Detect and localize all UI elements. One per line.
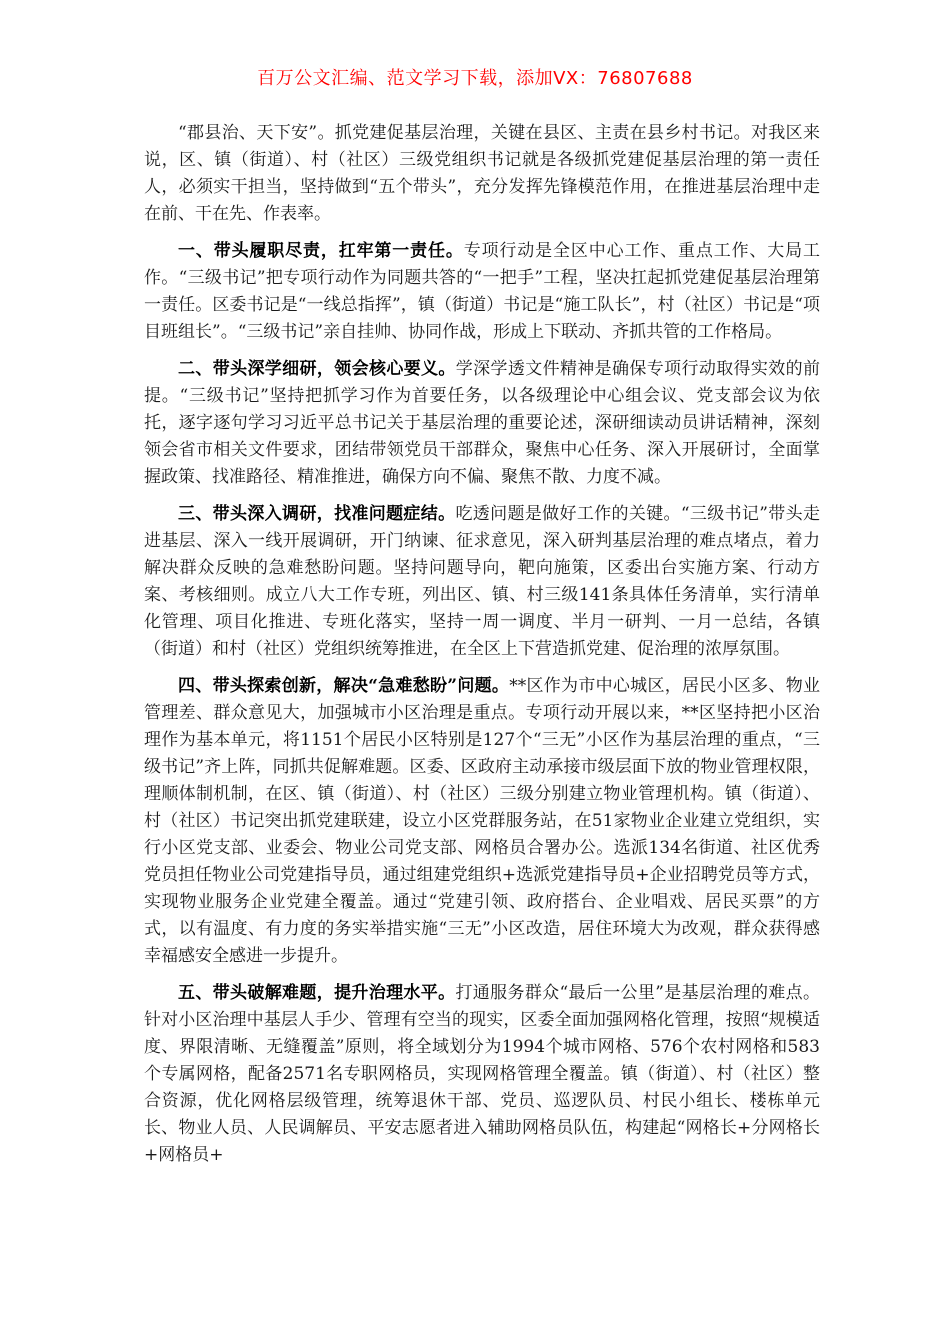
section-paragraph-3 [144,501,820,663]
section-paragraph-5 [144,980,820,1169]
section-body-4: **区作为市中心城区，居民小区多、物业管理差、群众意见大，加强城市小区治理是重点。专项行动开展以来，**区坚持把小区治理作为基本单元，将1151个居民小区特别是127个“三无”小区作为基层治理的重点，“三级书记”齐上阵，同抓共促解难题。区委、区政府主动承接市级层面下放的物业管理权限，理顺体制机制，在区、镇（街道）、村（社区）三级分别建立物业管理机构。镇（街道）、村（社区）书记突出抓党建联建，设立小区党群服务站，在51家物业企业建立党组织，实行小区党支部、业委会、物业公司党支部、网格员合署办公。选派134名街道、社区优秀党员担任物业公司党建指导员，通过组建党组织+选派党建指导员+企业招聘党员等方式，实现物业服务企业党建全覆盖。通过“党建引领、政府搭台、企业唱戏、居民买票”的方式，以有温度、有力度的务实举措实施“三无”小区改造，居住环境大为改观，群众获得感幸福感安全感进一步提升。 [144,676,820,966]
section-heading-2: 二、带头深学细研，领会核心要义。 [178,359,456,379]
section-paragraph-4 [144,673,820,970]
document-body [144,120,820,1179]
section-heading-4: 四、带头探索创新，解决“急难愁盼”问题。 [178,676,510,696]
section-body-2: 学深学透文件精神是确保专项行动取得实效的前提。“三级书记”坚持把抓学习作为首要任务，以各级理论中心组会议、党支部会议为依托，逐字逐句学习习近平总书记关于基层治理的重要论述，深研细读动员讲话精神，深刻领会省市相关文件要求，团结带领党员干部群众，聚焦中心任务、深入开展研讨，全面掌握政策、找准路径、精准推进，确保方向不偏、聚焦不散、力度不减。 [144,359,821,487]
section-paragraph-1 [144,238,820,346]
section-body-1: 专项行动是全区中心工作、重点工作、大局工作。“三级书记”把专项行动作为同题共答的“一把手”工程，坚决扛起抓党建促基层治理第一责任。区委书记是“一线总指挥”，镇（街道）书记是“施工队长”，村（社区）书记是“项目班组长”。“三级书记”亲自挂帅、协同作战，形成上下联动、齐抓共管的工作格局。 [144,241,821,342]
section-body-5: 打通服务群众“最后一公里”是基层治理的难点。针对小区治理中基层人手少、管理有空当的现实，区委全面加强网格化管理，按照“规模适度、界限清晰、无缝覆盖”原则，将全域划分为1994个城市网格、576个农村网格和583个专属网格，配备2571名专职网格员，实现网格管理全覆盖。镇（街道）、村（社区）整合资源，优化网格层级管理，统筹退休干部、党员、巡逻队员、村民小组长、楼栋单元长、物业人员、人民调解员、平安志愿者进入辅助网格员队伍，构建起“网格长+分网格长+网格员+ [144,983,820,1165]
section-heading-5: 五、带头破解难题，提升治理水平。 [178,983,456,1003]
section-heading-3: 三、带头深入调研，找准问题症结。 [178,504,456,524]
section-heading-1: 一、带头履职尽责，扛牢第一责任。 [178,241,464,261]
section-paragraph-2 [144,356,820,491]
section-body-3: 吃透问题是做好工作的关键。“三级书记”带头走进基层、深入一线开展调研，开门纳谏、征求意见，深入研判基层治理的难点堵点，着力解决群众反映的急难愁盼问题。坚持问题导向，靶向施策，区委出台实施方案、行动方案、考核细则。成立八大工作专班，列出区、镇、村三级141条具体任务清单，实行清单化管理、项目化推进、专班化落实，坚持一周一调度、半月一研判、一月一总结，各镇（街道）和村（社区）党组织统筹推进，在全区上下营造抓党建、促治理的浓厚氛围。 [144,504,820,659]
intro-paragraph: “郡县治、天下安”。抓党建促基层治理，关键在县区、主责在县乡村书记。对我区来说，区、镇（街道）、村（社区）三级党组织书记就是各级抓党建促基层治理的第一责任人，必须实干担当，坚持做到“五个带头”，充分发挥先锋模范作用，在推进基层治理中走在前、干在先、作表率。 [144,123,820,224]
promo-header: 百万公文汇编、范文学习下载，添加VX：76807688 [257,68,693,89]
